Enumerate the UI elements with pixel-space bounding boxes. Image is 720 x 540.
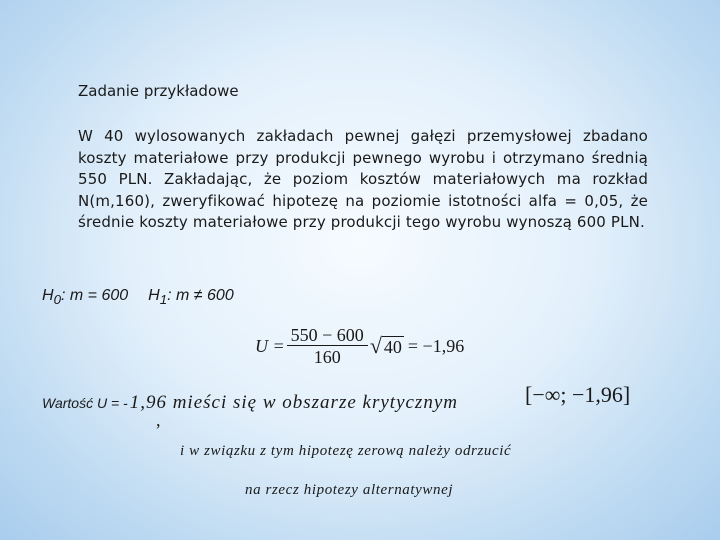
sqrt-icon: √: [369, 333, 382, 358]
formula-radicand: 40: [383, 337, 402, 357]
conclusion-line2: i w związku z tym hipotezę zerową należy odrzucić: [180, 443, 512, 459]
formula-lhs: U =: [255, 335, 285, 356]
value-label: Wartość U = -: [42, 395, 128, 411]
formula-result: = −1,96: [407, 335, 465, 356]
conclusion-line3: na rzecz hipotezy alternatywnej: [245, 482, 454, 498]
hypotheses: [42, 287, 234, 307]
value-text: 1,96 mieści się w obszarze krytycznym: [129, 392, 458, 413]
slide-title: Zadanie przykładowe: [78, 82, 239, 100]
test-statistic-formula: [255, 320, 464, 372]
h1-text: : m ≠ 600: [167, 287, 234, 304]
h0-symbol: H: [42, 287, 54, 304]
conclusion-line1: [42, 392, 458, 414]
formula-sqrt: [370, 335, 404, 357]
h0-subscript: 0: [53, 292, 61, 308]
comma-mark: ,: [156, 410, 161, 430]
formula-fraction: [289, 325, 366, 368]
formula-numerator: 550 − 600: [290, 324, 364, 345]
problem-statement: W 40 wylosowanych zakładach pewnej gałęzi przemysłowej zbadano koszty materiałowe przy produkcji pewnego wyrobu i otrzymano średnią 550 PLN. Zakładając, że poziom kosztów materiałowych ma rozkład N(m,160), zweryfikować hipotezę na poziomie istotności alfa = 0,05, że średnie koszty materiałowe przy produkcji tego wyrobu wynoszą 600 PLN.: [78, 127, 648, 231]
h1-subscript: 1: [159, 292, 168, 308]
formula-denominator: 160: [287, 345, 368, 368]
h1-symbol: H: [148, 287, 160, 304]
critical-interval: [−∞; −1,96]: [525, 382, 631, 407]
h0-text: : m = 600: [60, 287, 129, 304]
